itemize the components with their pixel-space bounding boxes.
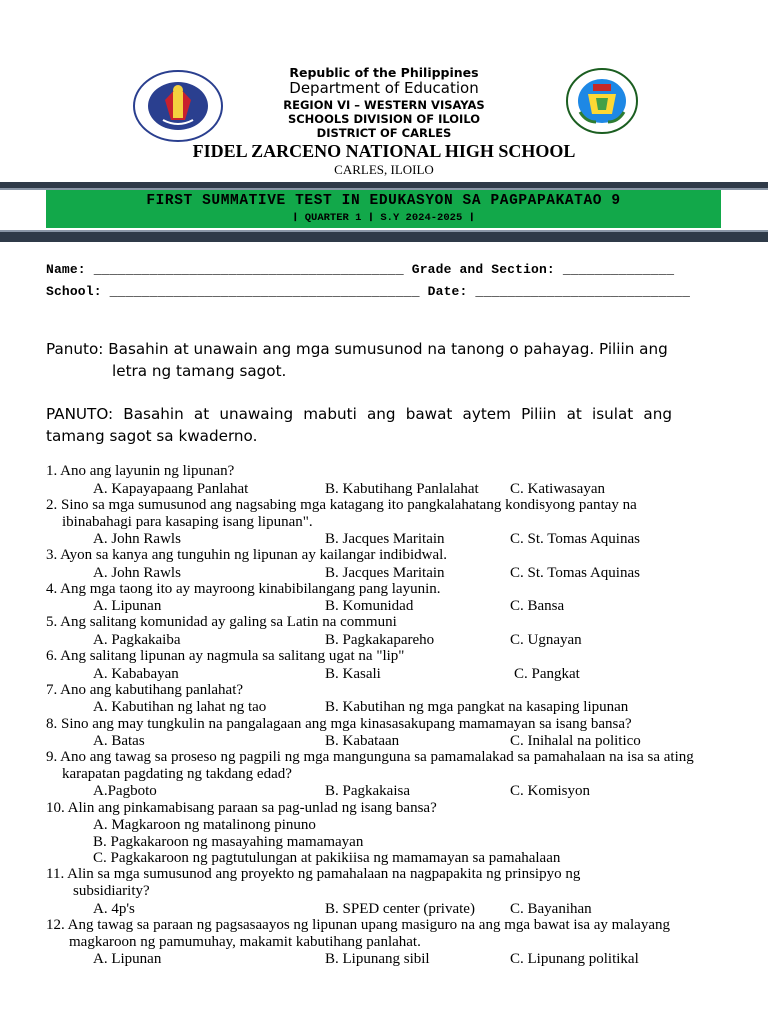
q8-option-a: A. Batas xyxy=(93,733,145,749)
q12-option-b: B. Lipunang sibil xyxy=(325,951,430,967)
instruction-line-2: letra ng tamang sagot. xyxy=(112,362,287,380)
name-grade-field[interactable]: Name: _______________________________________ Grade and Section: ______________ xyxy=(46,262,675,277)
q5-option-a: A. Pagkakaiba xyxy=(93,632,181,648)
department-heading: Department of Education xyxy=(289,79,479,97)
q11-option-a: A. 4p's xyxy=(93,901,135,917)
q4-option-c: C. Bansa xyxy=(510,598,565,614)
q6-option-a: A. Kababayan xyxy=(93,666,179,682)
q9-option-a: A.Pagboto xyxy=(93,783,157,799)
q4-option-b: B. Komunidad xyxy=(325,598,414,614)
school-date-field[interactable]: School: _______________________________________ Date: ___________________________ xyxy=(46,284,691,299)
q1-option-c: C. Katiwasayan xyxy=(510,481,605,497)
q11-option-c: C. Bayanihan xyxy=(510,901,592,917)
school-name: FIDEL ZARCENO NATIONAL HIGH SCHOOL xyxy=(192,141,576,161)
q2-option-a: A. John Rawls xyxy=(93,531,181,547)
question-6: 6. Ang salitang lipunan ay nagmula sa salitang ugat na "lip" xyxy=(46,648,405,664)
q2-option-c: C. St. Tomas Aquinas xyxy=(510,531,640,547)
q8-option-c: C. Inihalal na politico xyxy=(510,733,641,749)
question-12-continued: magkaroon ng pamumuhay, makamit kabutihang panlahat. xyxy=(69,934,421,950)
q7-option-a: A. Kabutihan ng lahat ng tao xyxy=(93,699,267,715)
q3-option-b: B. Jacques Maritain xyxy=(325,565,445,581)
q8-option-b: B. Kabataan xyxy=(325,733,400,749)
q5-option-c: C. Ugnayan xyxy=(510,632,582,648)
question-8: 8. Sino ang may tungkulin na pangalagaan ang mga kinasasakupang mamamayan sa isang bansa? xyxy=(46,716,632,732)
bottom-divider xyxy=(0,232,768,242)
district-heading: DISTRICT OF CARLES xyxy=(316,126,452,140)
question-9: 9. Ano ang tawag sa proseso ng pagpili ng mga mangunguna sa pamamalakad sa pamahalaan na isa sa ating xyxy=(46,749,694,765)
question-2-continued: ibinabahagi para kasaping isang lipunan". xyxy=(62,514,313,530)
q4-option-a: A. Lipunan xyxy=(93,598,162,614)
q10-option-c: C. Pagkakaroon ng pagtutulungan at pakikiisa ng mamamayan sa pamahalaan xyxy=(93,850,561,866)
question-4: 4. Ang mga taong ito ay mayroong kinabibilangang pang layunin. xyxy=(46,581,441,597)
q1-option-a: A. Kapayapaang Panlahat xyxy=(93,481,249,497)
instruction-paragraph: PANUTO: Basahin at unawaing mabuti ang bawat aytem Piliin at isulat ang tamang sagot sa kwaderno. xyxy=(46,405,672,445)
test-title-banner xyxy=(46,190,721,228)
q3-option-c: C. St. Tomas Aquinas xyxy=(510,565,640,581)
q6-option-c: C. Pangkat xyxy=(514,666,580,682)
school-location: CARLES, ILOILO xyxy=(334,162,434,177)
question-11-continued: subsidiarity? xyxy=(73,883,150,899)
question-1: 1. Ano ang layunin ng lipunan? xyxy=(46,463,235,479)
question-5: 5. Ang salitang komunidad ay galing sa Latin na communi xyxy=(46,614,397,630)
question-3: 3. Ayon sa kanya ang tunguhin ng lipunan ay kailangar indibidwal. xyxy=(46,547,448,563)
question-2: 2. Sino sa mga sumusunod ang nagsabing mga katagang ito pangkalahatang kondisyong pantay na xyxy=(46,497,637,513)
q5-option-b: B. Pagkakapareho xyxy=(325,632,435,648)
region-heading: REGION VI – WESTERN VISAYAS xyxy=(283,98,485,112)
question-10: 10. Alin ang pinkamabisang paraan sa pag-unlad ng isang bansa? xyxy=(46,800,437,816)
instruction-line-1: Panuto: Basahin at unawain ang mga sumusunod na tanong o pahayag. Piliin ang xyxy=(46,340,668,358)
q12-option-c: C. Lipunang politikal xyxy=(510,951,639,967)
division-heading: SCHOOLS DIVISION OF ILOILO xyxy=(287,112,481,126)
question-9-continued: karapatan pagdating ng takdang edad? xyxy=(62,766,292,782)
republic-heading: Republic of the Philippines xyxy=(289,65,479,80)
q2-option-b: B. Jacques Maritain xyxy=(325,531,445,547)
q3-option-a: A. John Rawls xyxy=(93,565,181,581)
q10-option-a: A. Magkaroon ng matalinong pinuno xyxy=(93,817,316,833)
q6-option-b: B. Kasali xyxy=(325,666,381,682)
q1-option-b: B. Kabutihang Panlalahat xyxy=(325,481,479,497)
q9-option-c: C. Komisyon xyxy=(510,783,591,799)
question-12: 12. Ang tawag sa paraan ng pagsasaayos ng lipunan upang masiguro na ang mga bawat isa ay malayang xyxy=(46,917,670,933)
test-title: FIRST SUMMATIVE TEST IN EDUKASYON SA PAGPAPAKATAO 9 xyxy=(146,193,621,209)
q9-option-b: B. Pagkakaisa xyxy=(325,783,410,799)
question-7: 7. Ano ang kabutihang panlahat? xyxy=(46,682,244,698)
q7-option-b: B. Kabutihan ng mga pangkat na kasaping lipunan xyxy=(325,699,629,715)
q10-option-b: B. Pagkakaroon ng masayahing mamamayan xyxy=(93,834,364,850)
q11-option-b: B. SPED center (private) xyxy=(325,901,475,917)
question-11: 11. Alin sa mga sumusunod ang proyekto ng pamahalaan na nagpapakita ng prinsipyo ng xyxy=(46,866,581,882)
q12-option-a: A. Lipunan xyxy=(93,951,162,967)
test-quarter: ❙ QUARTER 1 ❙ S.Y 2024-2025 ❙ xyxy=(292,212,475,224)
